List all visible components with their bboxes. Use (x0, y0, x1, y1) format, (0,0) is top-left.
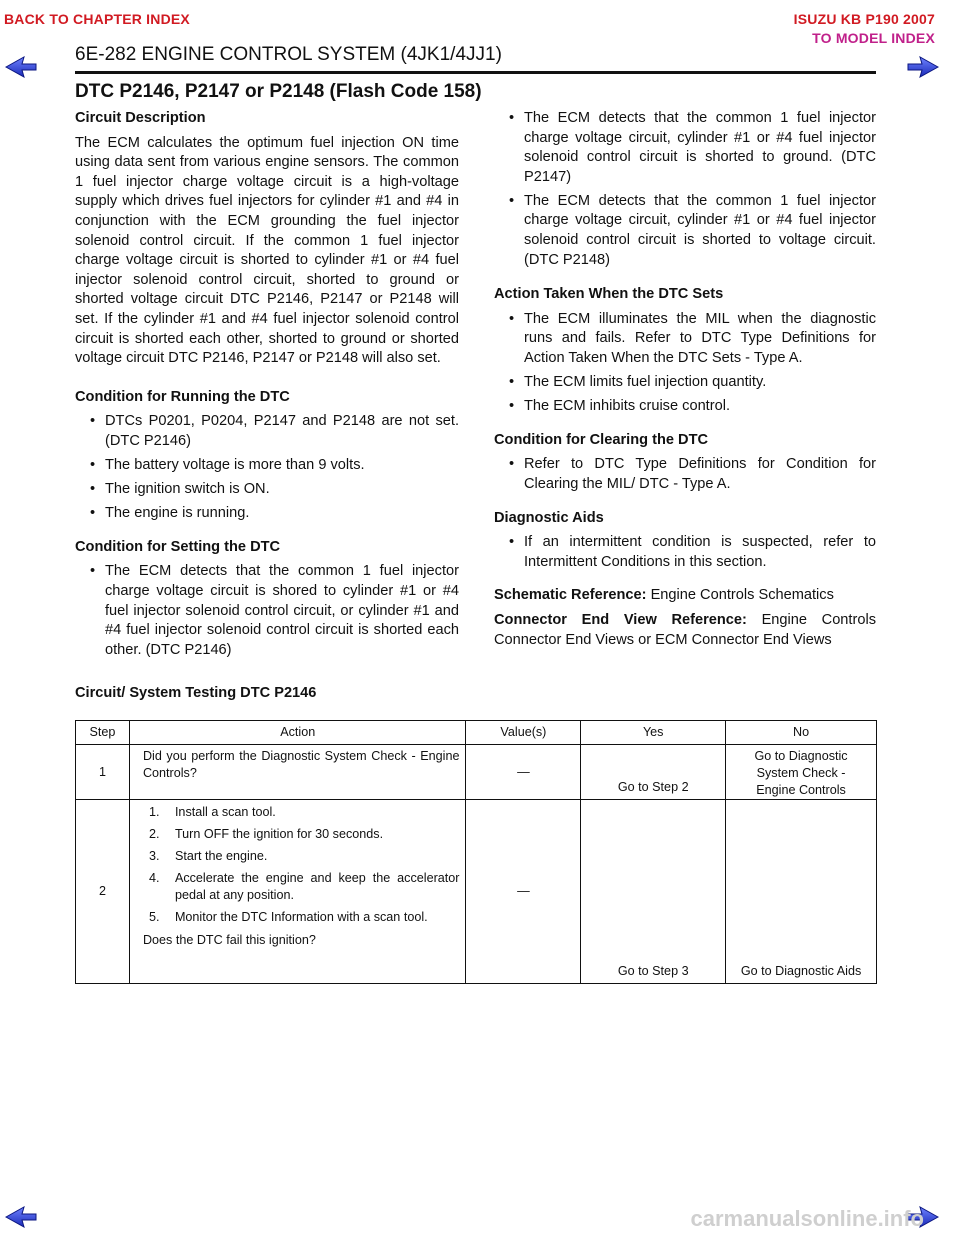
connector-reference-label: Connector End View Reference: (494, 611, 747, 628)
list-item: • Refer to DTC Type Definitions for Condition for Clearing the MIL/ DTC - Type A. (494, 455, 876, 494)
table-header-cell: Value(s) (466, 721, 581, 745)
setting-heading: Condition for Setting the DTC (75, 538, 281, 555)
list-item: • The ECM detects that the common 1 fuel injector charge voltage circuit is shored to cylinder #1 or #4 fuel injector solenoid control circuit, or cylinder #1 and #4 fuel injector solenoid control circuit is shorted each other. (DTC P2146) (75, 562, 459, 660)
table-header-cell: No (726, 721, 877, 745)
previous-page-bottom-arrow-icon[interactable] (4, 1206, 38, 1228)
list-item: • The ECM inhibits cruise control. (494, 397, 876, 417)
list-item: 3. Start the engine. (148, 849, 268, 863)
action-heading: Action Taken When the DTC Sets (494, 286, 724, 303)
value-cell: — (466, 800, 581, 984)
to-model-index-link[interactable]: TO MODEL INDEX (812, 30, 935, 46)
page-title: DTC P2146, P2147 or P2148 (Flash Code 158) (75, 81, 482, 102)
connector-reference-link[interactable]: Engine Controls Connector End Views or ECM Connector End Views (494, 611, 876, 648)
circuit-description-text: The ECM calculates the optimum fuel injection ON time using data sent from various engine sensors. The common 1 fuel injector charge voltage circuit is a high-voltage supply which drives fuel injectors for cylinder #1 and #4 in conjunction with the ECM grounding the fuel injector solenoid control circuit. If the common 1 fuel injector charge voltage circuit is shorted to cylinder #1 or #4 fuel injector solenoid control circuit, shorted to ground or shorted voltage circuit DTC P2146, P2147 or P2148 will set. If the cylinder #1 and #4 fuel injector solenoid control circuit is shorted each other, shorted to ground or shorted voltage circuit DTC P2146, P2147 or P2148 will also set. (75, 134, 459, 367)
left-column (75, 109, 459, 665)
list-item: • The ECM illuminates the MIL when the diagnostic runs and fails. Refer to DTC Type Definitions for Action Taken When the DTC Sets - Type A. (494, 310, 876, 369)
setting-list-continued (494, 109, 876, 270)
list-item: • The ignition switch is ON. (75, 480, 459, 500)
list-item: 2. Turn OFF the ignition for 30 seconds. (148, 827, 384, 841)
diagnostic-aids-heading: Diagnostic Aids (494, 509, 604, 526)
substep-list (143, 804, 460, 926)
list-item: • The ECM detects that the common 1 fuel injector charge voltage circuit, cylinder #1 or #4 fuel injector solenoid control circuit is shorted to voltage circuit. (DTC P2148) (494, 192, 876, 270)
table-row (76, 745, 877, 800)
page-header: 6E-282 ENGINE CONTROL SYSTEM (4JK1/4JJ1) (75, 44, 502, 65)
no-cell[interactable]: Go to Diagnostic Aids (726, 800, 877, 984)
table-header-cell: Step (76, 721, 130, 745)
model-title-link[interactable]: ISUZU KB P190 2007 (793, 11, 935, 27)
list-item: 1. Install a scan tool. (148, 805, 276, 819)
no-cell[interactable]: Go to Diagnostic System Check - Engine Controls (726, 745, 877, 800)
diagnostic-aids-list (494, 533, 876, 572)
schematic-reference-label: Schematic Reference: (494, 587, 647, 604)
list-item: • The ECM limits fuel injection quantity. (494, 373, 876, 393)
running-list (75, 412, 459, 523)
table-header-cell: Action (129, 721, 466, 745)
watermark-text: carmanualsonline.info (690, 1206, 924, 1231)
list-item: • The engine is running. (75, 504, 459, 524)
table-header-cell: Yes (581, 721, 726, 745)
right-column (494, 109, 876, 650)
schematic-reference (494, 586, 876, 606)
clearing-heading: Condition for Clearing the DTC (494, 431, 709, 448)
running-heading: Condition for Running the DTC (75, 388, 290, 405)
value-cell: — (466, 745, 581, 800)
action-list (494, 310, 876, 417)
table-header-row (76, 721, 877, 745)
connector-reference (494, 611, 876, 650)
header-rule (75, 71, 876, 74)
list-item: 4. Accelerate the engine and keep the accelerator pedal at any position. (148, 871, 460, 902)
clearing-list (494, 455, 876, 494)
yes-cell[interactable]: Go to Step 2 (581, 745, 726, 800)
step-cell: 1 (76, 745, 130, 800)
action-cell: Did you perform the Diagnostic System Check - Engine Controls? (129, 745, 466, 800)
list-item: • The battery voltage is more than 9 volts. (75, 456, 459, 476)
previous-page-arrow-icon[interactable] (4, 56, 38, 78)
schematic-reference-link[interactable]: Engine Controls Schematics (650, 587, 834, 604)
testing-heading: Circuit/ System Testing DTC P2146 (75, 685, 317, 701)
list-item: • If an intermittent condition is suspected, refer to Intermittent Conditions in this section. (494, 533, 876, 572)
list-item: • DTCs P0201, P0204, P2147 and P2148 are not set. (DTC P2146) (75, 412, 459, 451)
circuit-description-heading: Circuit Description (75, 110, 206, 126)
back-to-chapter-index-link[interactable]: BACK TO CHAPTER INDEX (4, 11, 190, 27)
diagnostic-table (75, 720, 877, 984)
list-item: 5. Monitor the DTC Information with a scan tool. (148, 910, 428, 924)
action-cell (129, 800, 466, 984)
setting-list (75, 562, 459, 660)
table-row (76, 800, 877, 984)
yes-cell[interactable]: Go to Step 3 (581, 800, 726, 984)
next-page-arrow-icon[interactable] (906, 56, 940, 78)
step-cell: 2 (76, 800, 130, 984)
question-text: Does the DTC fail this ignition? (142, 933, 316, 947)
list-item: • The ECM detects that the common 1 fuel injector charge voltage circuit, cylinder #1 or #4 fuel injector solenoid control circuit is shorted to ground. (DTC P2147) (494, 109, 876, 187)
